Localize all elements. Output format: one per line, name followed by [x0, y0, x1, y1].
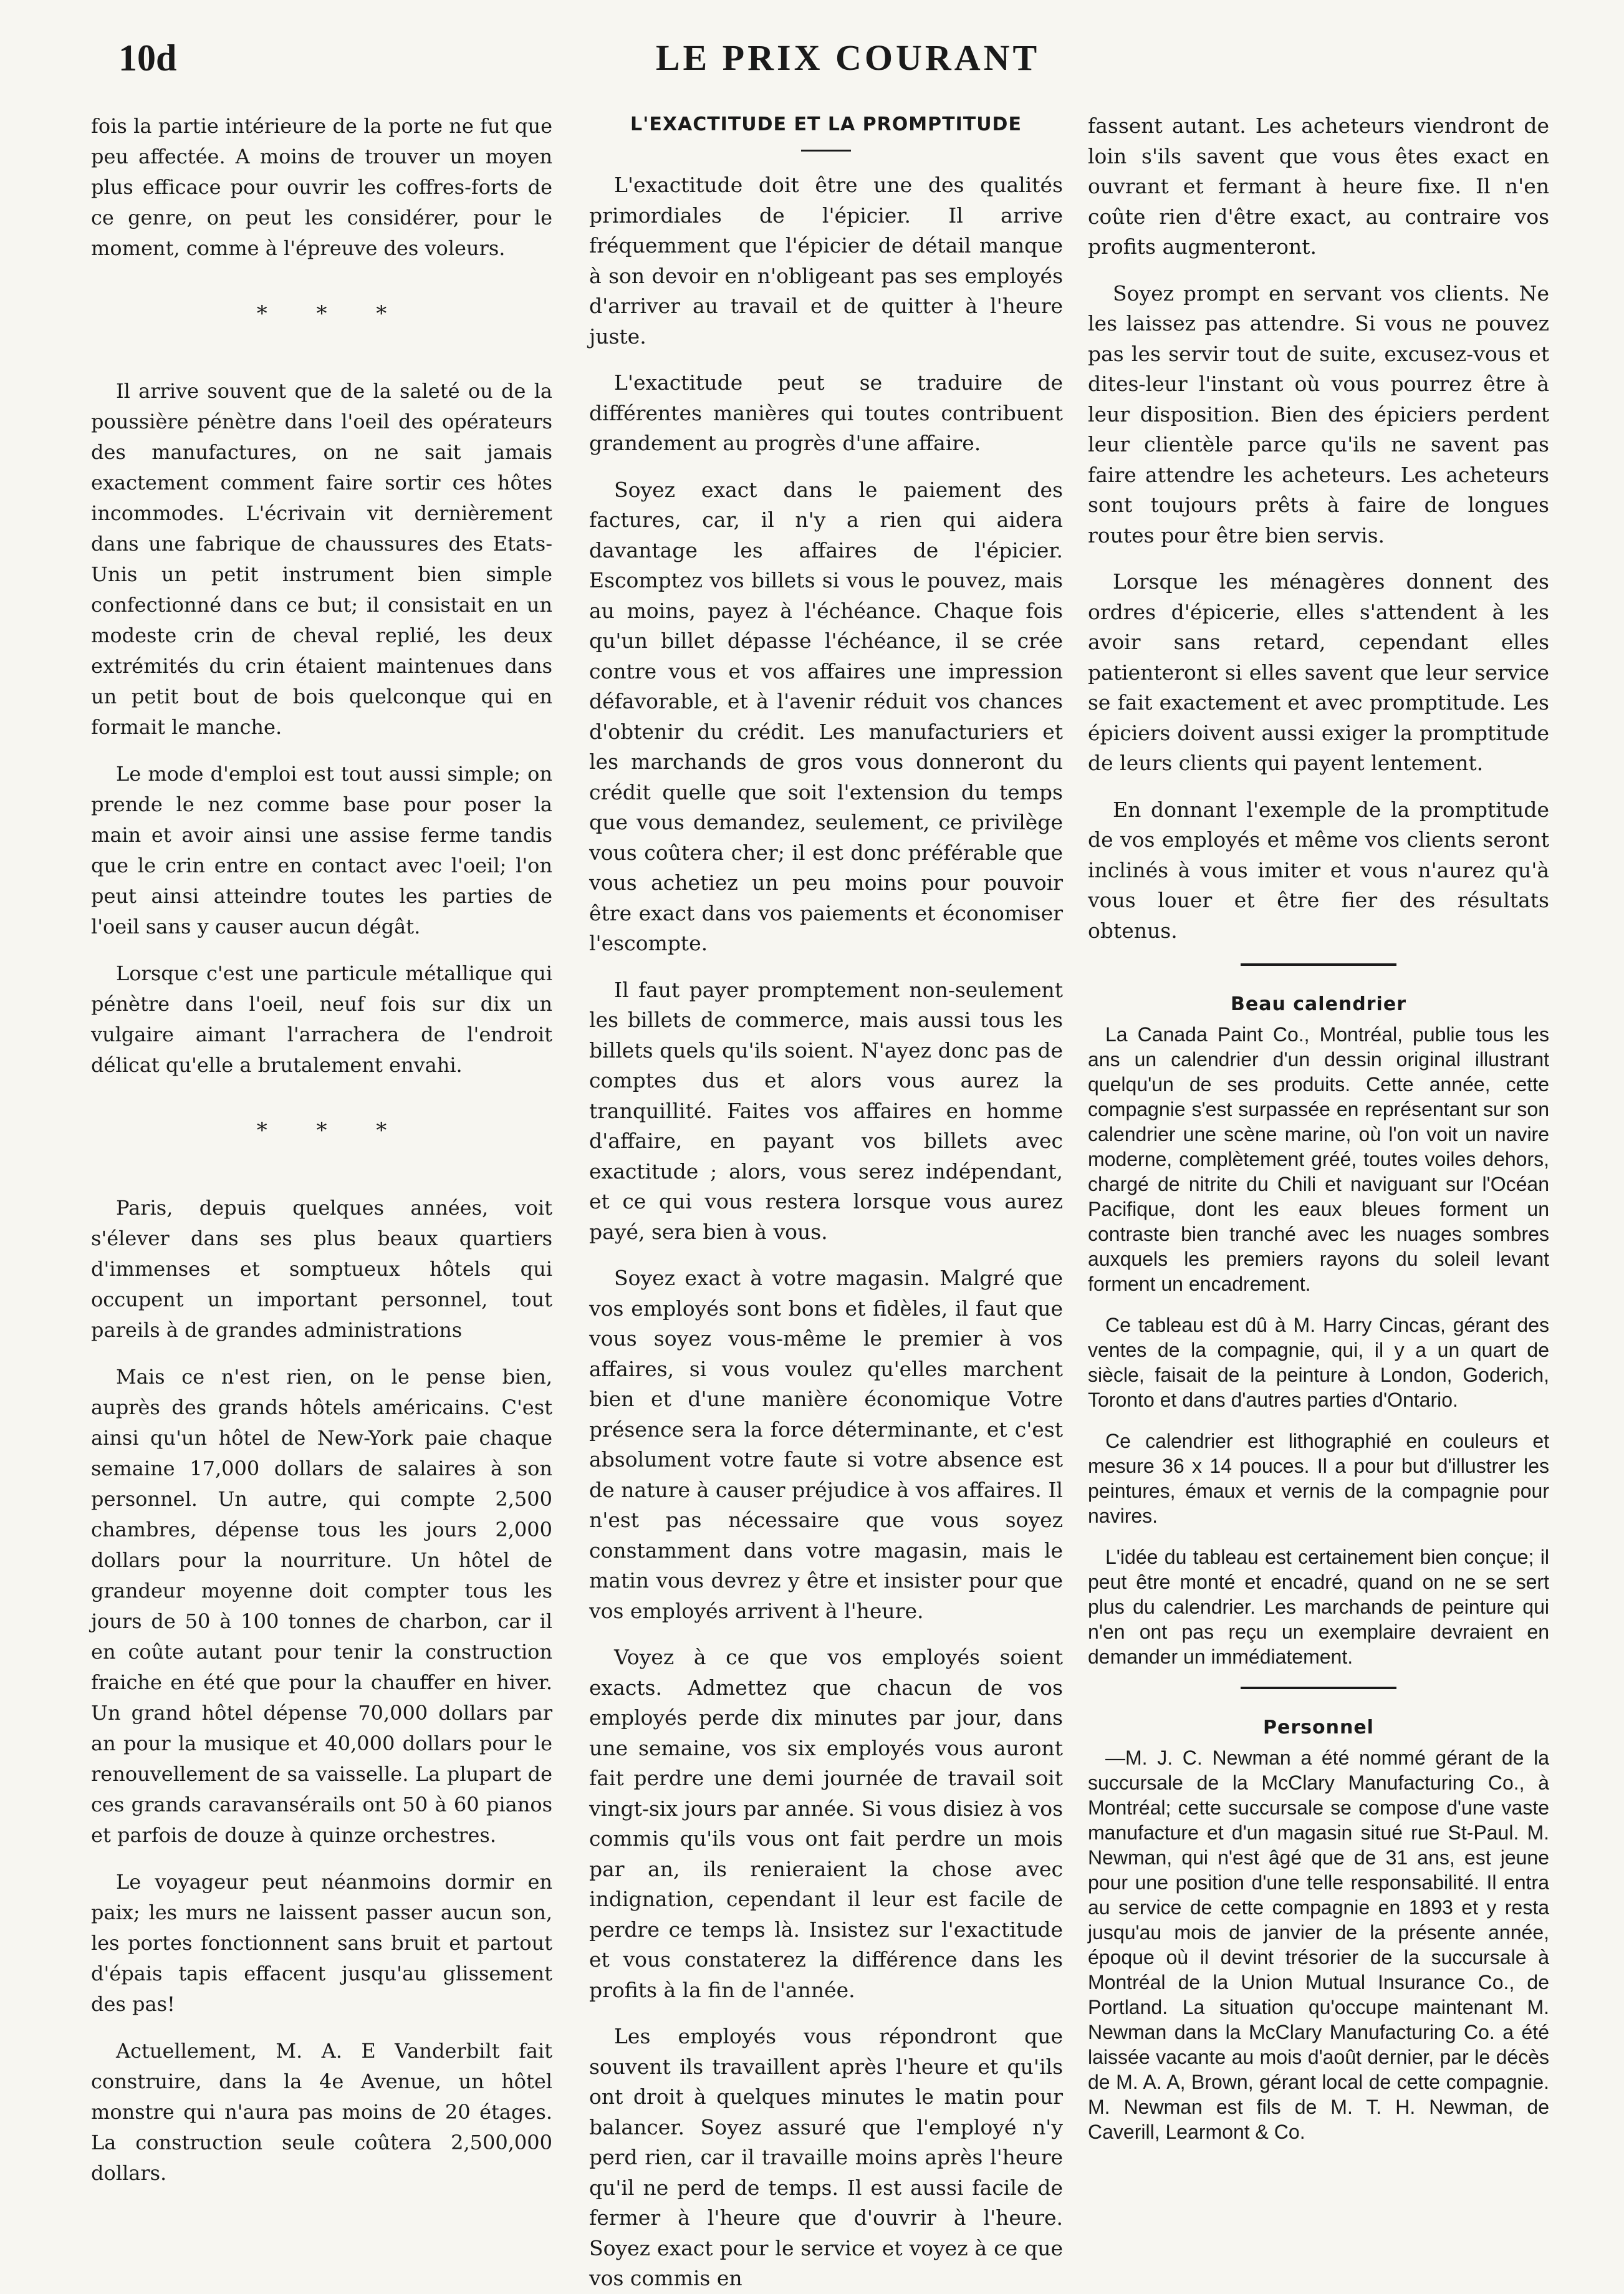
paragraph: Il faut payer promptement non-seulement les billets de commerce, mais aussi tous les billets quels qu'ils soient. N'ayez donc pas de comptes dus et alors vous aurez la tranquillité. Faites vos affaires en homme d'affaire, en payant vos billets avec exactitude ; alors, vous serez indépendant, et ce qui vous restera lorsque vous aurez payé, sera bien à vous. [589, 977, 1063, 1244]
column-left [91, 111, 552, 2206]
paragraph: fassent autant. Les acheteurs viendront de loin s'ils savent que vous êtes exact en ouvrant et fermant à heure fixe. Il n'en coûte rien d'être exact, au contraire vos profits augmenteront. [1088, 113, 1549, 259]
paragraph: Lorsque c'est une particule métallique qui pénètre dans l'oeil, neuf fois sur dix un vulgaire aimant l'arrachera de l'endroit délicat qu'elle a brutalement envahi. [91, 961, 552, 1077]
article-heading: L'EXACTITUDE ET LA PROMPTITUDE [630, 113, 1022, 135]
paragraph: Soyez prompt en servant vos clients. Ne les laissez pas attendre. Si vous ne pouvez pas les servir tout de suite, excusez-vous et dites-leur l'instant où vous pourrez être à leur disposition. Bien des épiciers perdent leur clientèle parce qu'ils ne savent pas faire attendre les acheteurs. Les acheteurs sont toujours prêts à faire de longues routes pour être bien servis. [1088, 281, 1549, 547]
column-right [1088, 111, 1549, 2243]
paragraph: Ce calendrier est lithographié en couleurs et mesure 36 x 14 pouces. Il a pour but d'illustrer les peintures, émaux et vernis de la compagnie pour navires. [1088, 1430, 1549, 1527]
paragraph: Soyez exact dans le paiement des factures, car, il n'y a rien qui aidera davantage les affaires de l'épicier. Escomptez vos billets si vous le pouvez, mais au moins, payez à l'échéance. Chaque fois qu'un billet dépasse l'échéance, il se crée contre vous et vos affaires une impression défavorable, et à l'avenir réduit vos chances d'obtenir du crédit. Les manufacturiers et les marchands de gros vous donneront du crédit quelle que soit l'extension du temps que vous demandez, seulement, ce privilège vous coûtera cher; il est donc préférable que vous achetiez un peu moins pour pouvoir être exact dans vos paiements et économiser l'escompte. [589, 477, 1063, 955]
paragraph: Il arrive souvent que de la saleté ou de la poussière pénètre dans l'oeil des opérateurs des manufactures, on ne sait jamais exactement comment faire sortir ces hôtes incommodes. L'écrivain vit dernièrement dans une fabrique de chaussures des Etats-Unis un petit instrument bien simple confectionné dans ce but; il consistait en un modeste crin de cheval replié, les deux extrémités du crin étaient maintenues dans un petit bout de bois quelconque qui en formait le manche. [91, 379, 552, 739]
paragraph: Voyez à ce que vos employés soient exacts. Admettez que chacun de vos employés perde dix minutes par jour, dans une semaine, vos six employés vous auront fait perdre une demi journée de travail soit vingt-six jours par année. Si vous disiez à vos commis qu'ils vous ont fait perdre un mois par an, ils renieraient la chose avec indignation, cependant il leur est facile de perdre ce temps là. Insistez sur l'exactitude et vous constaterez la différence dans les profits à la fin de l'année. [589, 1645, 1063, 2002]
page-number: 10d [118, 37, 177, 79]
column-middle [589, 111, 1063, 2290]
heading-rule [801, 150, 851, 152]
paragraph: Le mode d'emploi est tout aussi simple; on prende le nez comme base pour poser la main et avoir ainsi une assise ferme tandis que le crin entre en contact avec l'oeil; l'on peut ainsi atteindre toutes les parties de l'oeil sans y causer aucun dégât. [91, 762, 552, 938]
paragraph: Lorsque les ménagères donnent des ordres d'épicerie, elles s'attendent à les avoir sans retard, cependant elles patienteront si elles savent que leur service se fait exactement et avec promptitude. Les épiciers doivent aussi exiger la promptitude de leurs clients qui payent lentement. [1088, 569, 1549, 775]
paragraph: Paris, depuis quelques années, voit s'élever dans ses plus beaux quartiers d'immenses et somptueux hôtels qui occupent un important personnel, tout pareils à de grandes administrations [91, 1196, 552, 1342]
paragraph: Ce tableau est dû à M. Harry Cincas, gérant des ventes de la compagnie, qui, il y a un quart de siècle, faisait de la peinture à London, Goderich, Toronto et dans d'autres parties d'Ontario. [1088, 1314, 1549, 1411]
paragraph: L'exactitude peut se traduire de différentes manières qui toutes contribuent grandement au progrès d'une affaire. [589, 370, 1063, 455]
calendar-heading: Beau calendrier [1231, 993, 1406, 1015]
paragraph: fois la partie intérieure de la porte ne fut que peu affectée. A moins de trouver un moyen plus efficace pour ouvrir les coffres-forts de ce genre, on peut les considérer, pour le moment, comme à l'épreuve des voleurs. [91, 114, 552, 260]
section-separator: * * * [256, 301, 408, 326]
section-rule [1241, 963, 1396, 966]
masthead-title: LE PRIX COURANT [655, 37, 1040, 78]
section-rule [1241, 1687, 1396, 1689]
paragraph: Le voyageur peut néanmoins dormir en paix; les murs ne laissent passer aucun son, les portes fonctionnent sans bruit et partout d'épais tapis effacent jusqu'au glissement des pas! [91, 1870, 552, 2016]
paragraph: Les employés vous répondront que souvent ils travaillent après l'heure et qu'ils ont droit à quelques minutes le matin pour balancer. Soyez assuré que l'employé n'y perd rien, car il travaille moins après l'heure qu'il ne perd de temps. Il est aussi facile de fermer à l'heure que d'ouvrir à l'heure. Soyez exact pour le service et voyez à ce que vos commis en [589, 2024, 1063, 2290]
paragraph: —M. J. C. Newman a été nommé gérant de la succursale de la McClary Manufacturing Co., à Montréal; cette succursale se compose d'une vaste manufacture et d'un magasin situé rue St-Paul. M. Newman, qui n'est âgé que de 31 ans, est jeune pour une position d'une telle responsabilité. Il entra au service de cette compagnie en 1893 et y resta jusqu'au mois de janvier de la présente année, époque où il devint trésorier de la succursale à Montréal de la Union Mutual Insurance Co., de Portland. La situation qu'occupe maintenant M. Newman dans la McClary Manufacturing Co. a été laissée vacante au mois d'août dernier, par le décès de M. A. A, Brown, gérant local de cette compagnie. M. Newman est fils de M. T. H. Newman, de Caverill, Learmont & Co. [1088, 1747, 1549, 2143]
section-separator: * * * [256, 1118, 408, 1143]
paragraph: L'idée du tableau est certainement bien conçue; il peut être monté et encadré, quand on ne se sert plus du calendrier. Les marchands de peinture qui n'en ont pas reçu un exemplaire devraient en demander un immédiatement. [1088, 1546, 1549, 1668]
paragraph: Mais ce n'est rien, on le pense bien, auprès des grands hôtels américains. C'est ainsi qu'un hôtel de New-York paie chaque semaine 17,000 dollars de salaires à son personnel. Un autre, qui compte 2,500 chambres, dépense tous les jours 2,000 dollars pour la nourriture. Un hôtel de grandeur moyenne doit compter tous les jours de 50 à 100 tonnes de charbon, car il en coûte autant pour tenir la construction fraiche en été que pour la chauffer en hiver. Un grand hôtel dépense 70,000 dollars par an pour la musique et 40,000 dollars pour le renouvellement de sa vaisselle. La plupart de ces grands caravansérails ont 50 à 60 pianos et parfois de douze à quinze orchestres. [91, 1365, 552, 1847]
paragraph: En donnant l'exemple de la promptitude de vos employés et même vos clients seront inclinés à vous imiter et vous n'aurez qu'à vous louer et être fier des résultats obtenus. [1088, 797, 1549, 943]
paragraph: L'exactitude doit être une des qualités primordiales de l'épicier. Il arrive fréquemment que l'épicier de détail manque à son devoir en n'obligeant pas ses employés d'arriver au travail et de quitter à l'heure juste. [589, 173, 1063, 349]
paragraph: La Canada Paint Co., Montréal, publie tous les ans un calendrier d'un dessin original illustrant quelqu'un de ses produits. Cette année, cette compagnie s'est surpassée en représentant sur son calendrier une scène marine, où l'on voit un navire moderne, complètement gréé, toutes voiles dehors, chargé de nitrite du Chili et naviguant sur l'Océan Pacifique, dont les eaux bleues forment un contraste bien tranché avec les nuages sombres auxquels les premiers rayons du soleil levant forment un encadrement. [1088, 1023, 1549, 1295]
personnel-heading: Personnel [1263, 1717, 1374, 1738]
paragraph: Soyez exact à votre magasin. Malgré que vos employés sont bons et fidèles, il faut que vous soyez vous-même le premier à vos affaires, si vous voulez qu'elles marchent bien et d'une manière économique Votre présence sera la force déterminante, et c'est absolument votre faute si votre absence est de nature à causer préjudice à vos affaires. Il n'est pas nécessaire que vous soyez constamment dans votre magasin, mais le matin vous devrez y être et insister pour que vos employés arrivent à l'heure. [589, 1266, 1063, 1623]
paragraph: Actuellement, M. A. E Vanderbilt fait construire, dans la 4e Avenue, un hôtel monstre qui n'aura pas moins de 20 étages. La construction seule coûtera 2,500,000 dollars. [91, 2039, 552, 2185]
